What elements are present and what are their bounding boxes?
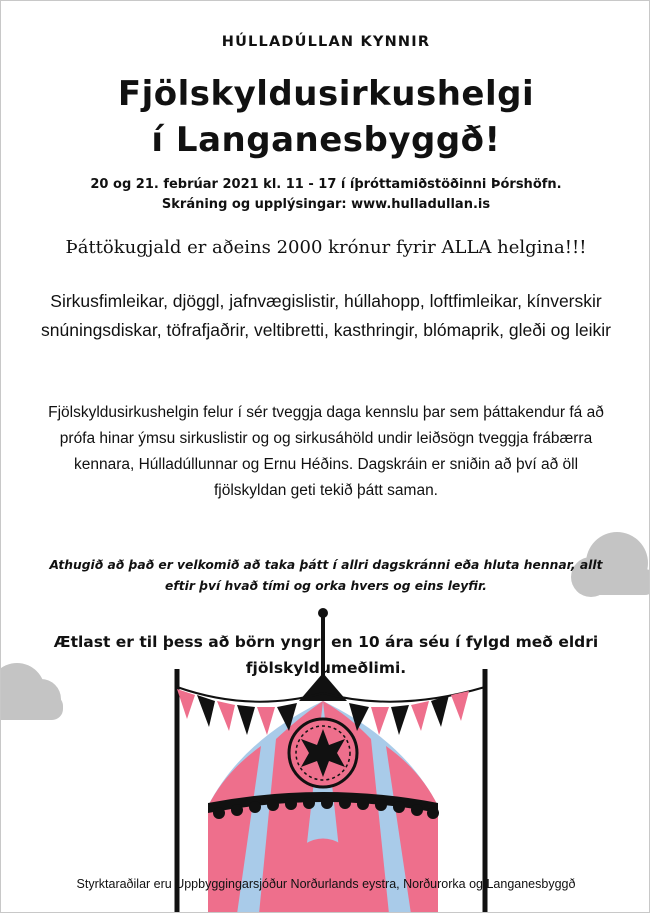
page-title (1, 71, 650, 163)
sponsors-line: Styrktaraðilar eru Uppbyggingarsjóður Norðurlands eystra, Norðurorka og Langanesbyggð (76, 877, 576, 891)
star-medallion (289, 719, 357, 787)
age-requirement-line-2: fjölskyldumeðlimi. (245, 659, 407, 677)
title-line-2: í Langanesbyggð! (151, 120, 501, 160)
presenter-heading: HÚLLADÚLLAN KYNNIR (221, 34, 431, 50)
event-description: Fjölskyldusirkushelgin felur í sér tveggja daga kennslu þar sem þáttakendur fá að prófa hinar ýmsu sirkuslistir og og sirkusáhöld undir leiðsögn tveggja frábærra kennara, Húlladúllunnar og Ernu Héðins. Dagskráin er sniðin að því að öll fjölskyldan geti tekið þátt saman. (48, 404, 604, 499)
participation-note (21, 555, 631, 597)
registration-info: Skráning og upplýsingar: www.hulladullan.is (161, 197, 491, 212)
participation-fee: Þáttökugjald er aðeins 2000 krónur fyrir ALLA helgina!!! (65, 237, 587, 258)
activities-list: Sirkusfimleikar, djöggl, jafnvægislistir, húllahopp, loftfimleikar, kínverskir snúningsdiskar, töfrafjaðrir, veltibretti, kasthringir, blómaprik, gleði og leikir (41, 291, 611, 340)
title-line-1: Fjölskyldusirkushelgi (117, 74, 535, 114)
age-requirement-line-1: Ætlast er til þess að börn yngri en 10 ára séu í fylgd með eldri (53, 633, 599, 651)
event-dates: 20 og 21. febrúar 2021 kl. 11 - 17 í íþróttamiðstöðinni Þórshöfn. (90, 177, 562, 192)
pole-knob (318, 608, 328, 618)
age-requirement (31, 629, 621, 681)
event-info (1, 175, 650, 215)
participation-note-line-2: eftir því hvað tími og orka hvers og eins leyfir. (165, 579, 487, 593)
participation-note-line-1: Athugið að það er velkomið að taka þátt í allri dagskránni eða hluta hennar, allt (49, 558, 603, 572)
